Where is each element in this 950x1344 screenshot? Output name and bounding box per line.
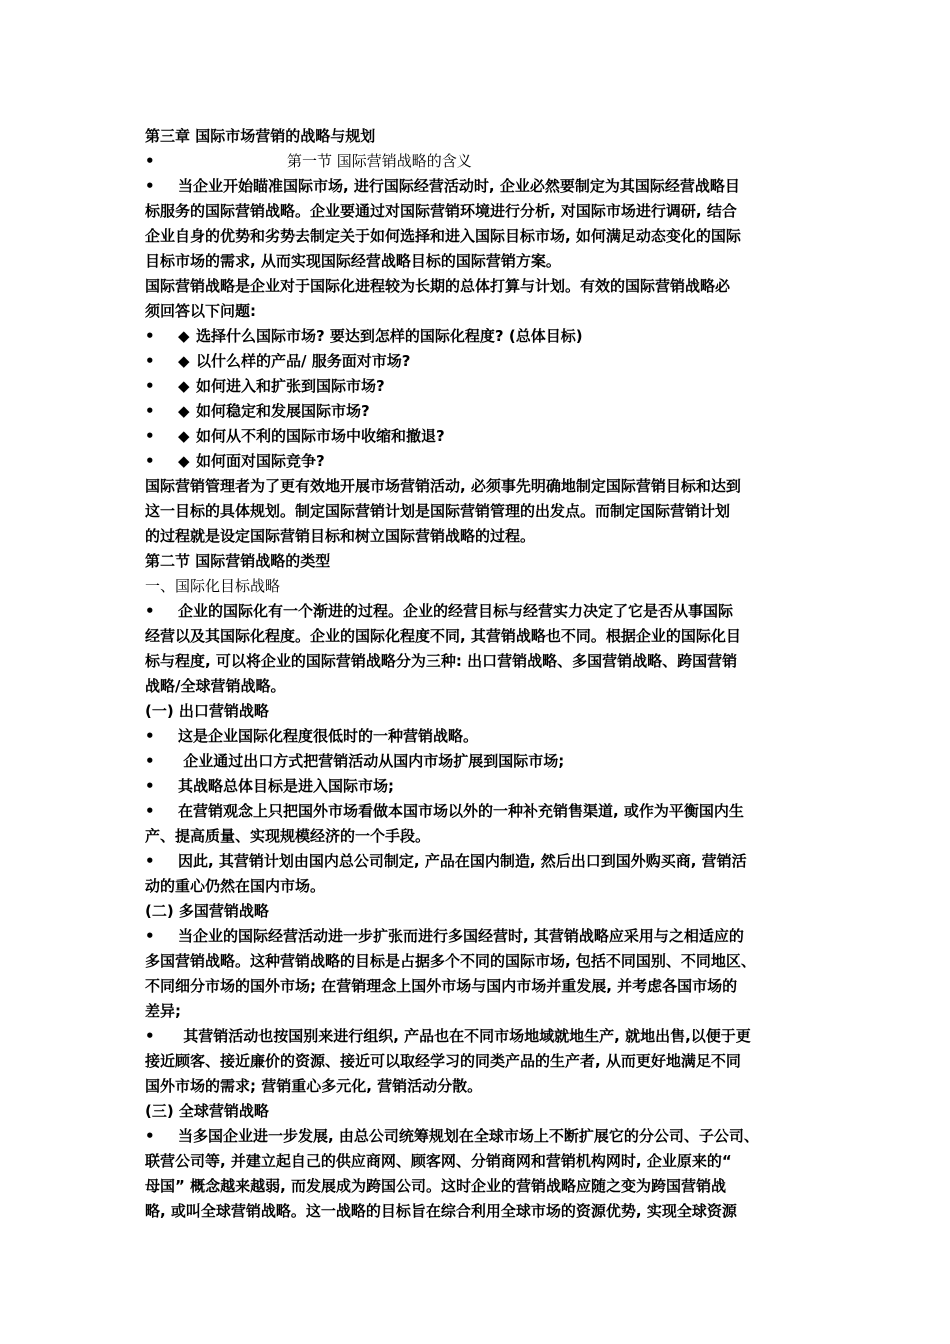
list-item xyxy=(145,349,813,374)
diamond-bullet-icon: ◆ xyxy=(178,452,190,470)
bullet: • xyxy=(145,1027,155,1045)
section-2-subtitle: 一、国际化目标战略 xyxy=(145,577,281,595)
list-item xyxy=(145,424,813,449)
bullet: • xyxy=(145,727,155,745)
export-strategy-title: (一) 出口营销战略 xyxy=(145,702,269,720)
text-line: 这是企业国际化程度很低时的一种营销战略。 xyxy=(178,727,479,745)
text-line: 须回答以下问题: xyxy=(145,302,256,320)
section-1-definition xyxy=(145,274,813,324)
diamond-bullet-icon: ◆ xyxy=(178,402,190,420)
question-text: 选择什么国际市场? 要达到怎样的国际化程度? (总体目标) xyxy=(196,327,583,345)
bullet: • xyxy=(145,452,155,470)
text-line: 企业通过出口方式把营销活动从国内市场扩展到国际市场; xyxy=(178,752,565,770)
text-line: 其营销活动也按国别来进行组织, 产品也在不同市场地域就地生产, 就地出售,以便于更 xyxy=(178,1027,751,1045)
list-item xyxy=(145,374,813,399)
text-line: 接近顾客、接近廉价的资源、接近可以取经学习的同类产品的生产者, 从而更好地满足不同 xyxy=(145,1052,741,1070)
text-line: 母国” 概念越来越弱, 而发展成为跨国公司。这时企业的营销战略应随之变为跨国营销战 xyxy=(145,1177,727,1195)
global-strategy-title: (三) 全球营销战略 xyxy=(145,1102,269,1120)
list-item xyxy=(145,1024,813,1099)
text-line: 当多国企业进一步发展, 由总公司统筹规划在全球市场上不断扩展它的分公司、子公司、 xyxy=(178,1127,759,1145)
text-line: 联营公司等, 并建立起自己的供应商网、顾客网、分销商网和营销机构网时, 企业原来的“ xyxy=(145,1152,732,1170)
bullet: • xyxy=(145,402,155,420)
document-page xyxy=(145,124,813,1224)
list-item xyxy=(145,1124,813,1224)
text-line: 国外市场的需求; 营销重心多元化, 营销活动分散。 xyxy=(145,1077,483,1095)
text-line: 当企业开始瞄准国际市场, 进行国际经营活动时, 企业必然要制定为其国际经营战略目 xyxy=(178,177,740,195)
text-line: 经营以及其国际化程度。企业的国际化程度不同, 其营销战略也不同。根据企业的国际化目 xyxy=(145,627,741,645)
list-item xyxy=(145,324,813,349)
list-item xyxy=(145,449,813,474)
section-1-intro xyxy=(145,174,813,274)
bullet: • xyxy=(145,752,155,770)
bullet: • xyxy=(145,327,155,345)
list-item xyxy=(145,774,813,799)
list-item xyxy=(145,924,813,1024)
bullet: • xyxy=(145,927,155,945)
question-text: 如何从不利的国际市场中收缩和撤退? xyxy=(196,427,445,445)
section-2-intro xyxy=(145,599,813,699)
bullet: • xyxy=(145,602,155,620)
question-text: 如何面对国际竞争? xyxy=(196,452,325,470)
text-line: 这一目标的具体规划。制定国际营销计划是国际营销管理的出发点。而制定国际营销计划 xyxy=(145,502,731,520)
text-line: 动的重心仍然在国内市场。 xyxy=(145,877,326,895)
question-list xyxy=(145,324,813,474)
text-line: 企业的国际化有一个渐进的过程。企业的经营目标与经营实力决定了它是否从事国际 xyxy=(178,602,734,620)
text-line: 在营销观念上只把国外市场看做本国市场以外的一种补充销售渠道, 或作为平衡国内生 xyxy=(178,802,744,820)
bullet: • xyxy=(145,177,155,195)
bullet: • xyxy=(145,802,155,820)
diamond-bullet-icon: ◆ xyxy=(178,427,190,445)
question-text: 如何稳定和发展国际市场? xyxy=(196,402,370,420)
text-line: 国际营销管理者为了更有效地开展市场营销活动, 必须事先明确地制定国际营销目标和达到 xyxy=(145,477,741,495)
list-item xyxy=(145,849,813,899)
list-item xyxy=(145,799,813,849)
text-line: 差异; xyxy=(145,1002,181,1020)
text-line: 产、提高质量、实现规模经济的一个手段。 xyxy=(145,827,431,845)
text-line: 其战略总体目标是进入国际市场; xyxy=(178,777,395,795)
text-line: 国际营销战略是企业对于国际化进程较为长期的总体打算与计划。有效的国际营销战略必 xyxy=(145,277,731,295)
text-line: 企业自身的优势和劣势去制定关于如何选择和进入国际目标市场, 如何满足动态变化的国际 xyxy=(145,227,741,245)
text-line: 不同细分市场的国外市场; 在营销理念上国外市场与国内市场并重发展, 并考虑各国市场的 xyxy=(145,977,738,995)
question-text: 如何进入和扩张到国际市场? xyxy=(196,377,385,395)
text-line: 多国营销战略。这种营销战略的目标是占据多个不同的国际市场, 包括不同国别、不同地区、 xyxy=(145,952,756,970)
diamond-bullet-icon: ◆ xyxy=(178,352,190,370)
bullet: • xyxy=(145,427,155,445)
text-line: 战略/全球营销战略。 xyxy=(145,677,286,695)
text-line: 略, 或叫全球营销战略。这一战略的目标旨在综合利用全球市场的资源优势, 实现全球资源 xyxy=(145,1202,737,1220)
diamond-bullet-icon: ◆ xyxy=(178,327,190,345)
bullet: • xyxy=(145,152,155,170)
multinational-strategy-title: (二) 多国营销战略 xyxy=(145,902,269,920)
text-line: 因此, 其营销计划由国内总公司制定, 产品在国内制造, 然后出口到国外购买商, 营销活 xyxy=(178,852,747,870)
section-2-title: 第二节 国际营销战略的类型 xyxy=(145,552,331,570)
section-1-conclusion xyxy=(145,474,813,549)
bullet: • xyxy=(145,352,155,370)
question-text: 以什么样的产品/ 服务面对市场? xyxy=(196,352,411,370)
text-line: 的过程就是设定国际营销目标和树立国际营销战略的过程。 xyxy=(145,527,536,545)
list-item xyxy=(145,724,813,749)
chapter-title: 第三章 国际市场营销的战略与规划 xyxy=(145,127,376,145)
text-line: 当企业的国际经营活动进一步扩张而进行多国经营时, 其营销战略应采用与之相适应的 xyxy=(178,927,744,945)
list-item xyxy=(145,399,813,424)
section-1-title: 第一节 国际营销战略的含义 xyxy=(287,152,472,170)
text-line: 标服务的国际营销战略。企业要通过对国际营销环境进行分析, 对国际市场进行调研, 结合 xyxy=(145,202,737,220)
bullet: • xyxy=(145,852,155,870)
bullet: • xyxy=(145,377,155,395)
bullet: • xyxy=(145,1127,155,1145)
text-line: 标与程度, 可以将企业的国际营销战略分为三种: 出口营销战略、多国营销战略、跨国营销 xyxy=(145,652,738,670)
diamond-bullet-icon: ◆ xyxy=(178,377,190,395)
bullet: • xyxy=(145,777,155,795)
section-1-title-line xyxy=(145,149,813,174)
list-item xyxy=(145,749,813,774)
text-line: 目标市场的需求, 从而实现国际经营战略目标的国际营销方案。 xyxy=(145,252,561,270)
